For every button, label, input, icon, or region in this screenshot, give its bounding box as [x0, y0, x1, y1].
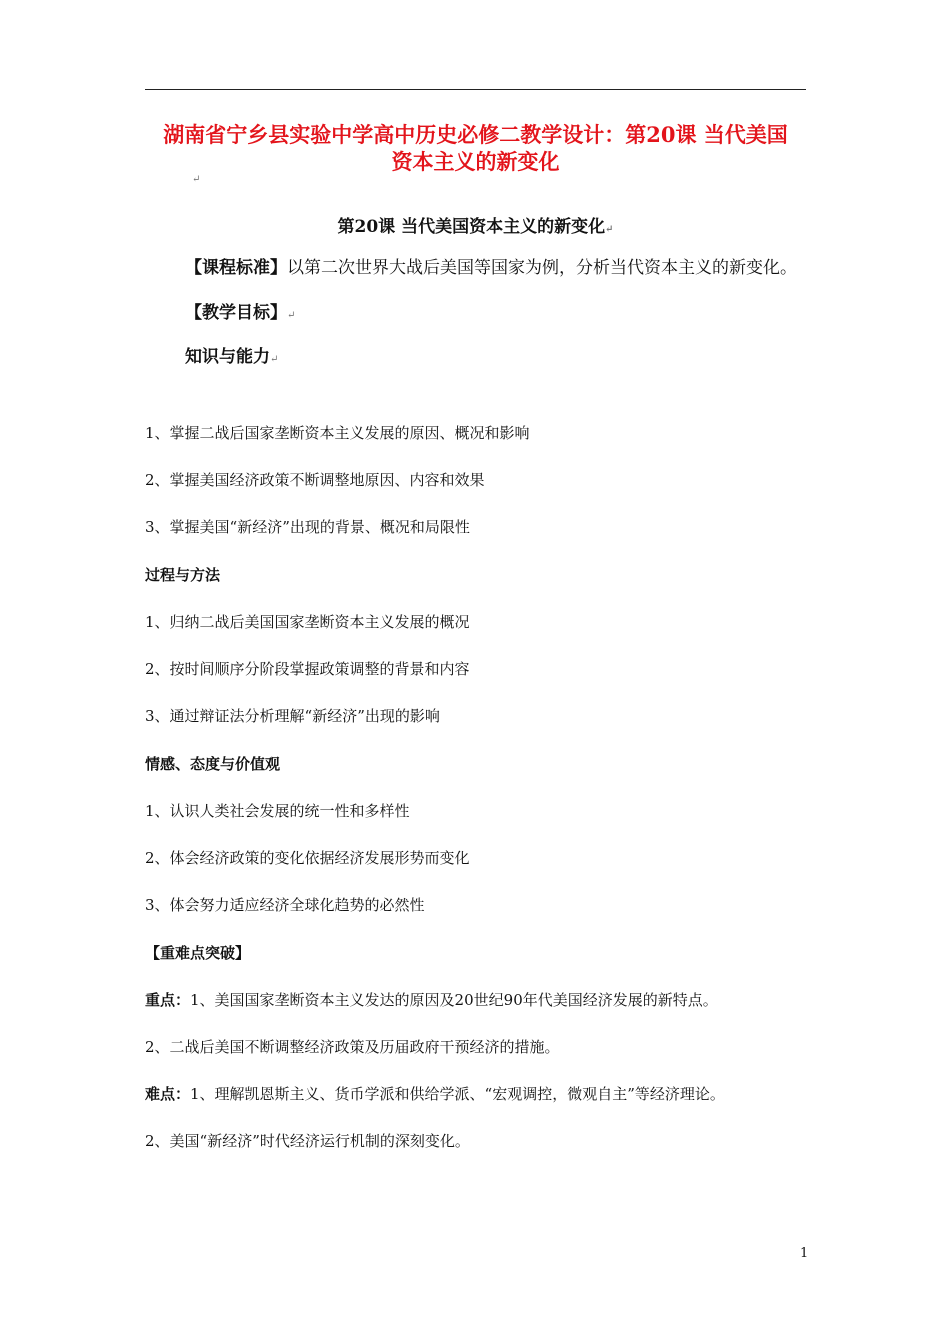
values-heading: 情感、态度与价值观	[145, 755, 281, 773]
difficult-point-2: 2、美国“新经济”时代经济运行机制的深刻变化。	[145, 1132, 470, 1150]
process-heading: 过程与方法	[145, 566, 221, 584]
process-item: 3、通过辩证法分析理解“新经济”出现的影响	[145, 707, 440, 725]
knowledge-item: 2、掌握美国经济政策不断调整地原因、内容和效果	[145, 471, 485, 489]
document-title-line-1: 湖南省宁乡县实验中学高中历史必修二教学设计：第20课 当代美国	[163, 122, 788, 147]
knowledge-item: 1、掌握二战后国家垄断资本主义发展的原因、概况和影响	[145, 424, 530, 442]
paragraph-mark: ↵	[270, 354, 279, 365]
paragraph-mark: ↵	[287, 310, 296, 321]
objectives-label: 【教学目标】	[185, 303, 287, 323]
knowledge-heading	[185, 347, 278, 370]
paragraph-mark: ↵	[192, 174, 201, 185]
values-item: 2、体会经济政策的变化依据经济发展形势而变化	[145, 849, 470, 867]
objectives-heading	[185, 303, 295, 326]
difficult-label: 难点：	[145, 1085, 191, 1103]
knowledge-item: 3、掌握美国“新经济”出现的背景、概况和局限性	[145, 518, 470, 536]
document-title-line-2: 资本主义的新变化	[391, 149, 560, 174]
curriculum-standard	[185, 258, 797, 278]
lesson-title	[145, 212, 806, 237]
paragraph-mark: ↵	[605, 224, 614, 235]
header-rule	[145, 89, 806, 90]
knowledge-heading-text: 知识与能力	[185, 347, 270, 367]
key-points-heading: 【重难点突破】	[145, 944, 251, 962]
curriculum-text: 以第二次世界大战后美国等国家为例，分析当代资本主义的新变化。	[287, 258, 797, 278]
difficult-point-1	[145, 1084, 725, 1104]
curriculum-label: 【课程标准】	[185, 258, 287, 278]
difficult-point-1-text: 1、理解凯恩斯主义、货币学派和供给学派、“宏观调控，微观自主”等经济理论。	[190, 1085, 725, 1103]
values-item: 3、体会努力适应经济全球化趋势的必然性	[145, 896, 425, 914]
process-item: 2、按时间顺序分阶段掌握政策调整的背景和内容	[145, 660, 470, 678]
values-item: 1、认识人类社会发展的统一性和多样性	[145, 802, 410, 820]
page-number: 1	[800, 1246, 809, 1261]
key-label: 重点：	[145, 991, 191, 1009]
process-item: 1、归纳二战后美国国家垄断资本主义发展的概况	[145, 613, 470, 631]
lesson-title-text: 第20课 当代美国资本主义的新变化	[337, 217, 606, 237]
key-point-1-text: 1、美国国家垄断资本主义发达的原因及20世纪90年代美国经济发展的新特点。	[190, 991, 718, 1009]
key-point-2: 2、二战后美国不断调整经济政策及历届政府干预经济的措施。	[145, 1038, 560, 1056]
key-point-1	[145, 990, 718, 1010]
